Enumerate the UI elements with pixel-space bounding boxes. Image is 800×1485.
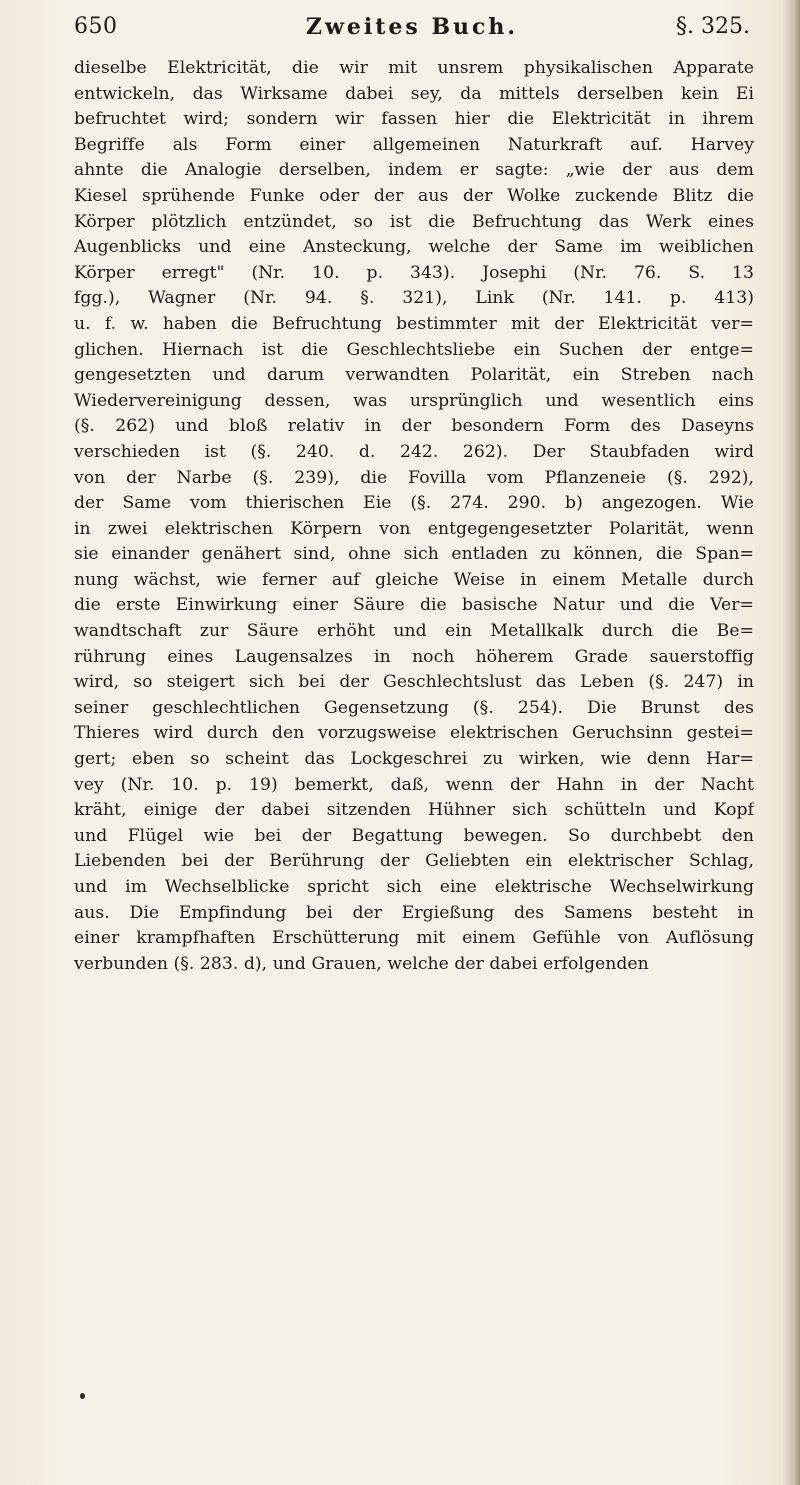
text-line: in zwei elektrischen Körpern von entgegengesetzter Polarität, wenn: [74, 518, 754, 539]
text-line: die erste Einwirkung einer Säure die basische Natur und die Ver=: [74, 595, 754, 616]
text-line: der Same vom thierischen Eie (§. 274. 290. b) angezogen. Wie: [74, 493, 754, 514]
page-edge-shadow: [782, 0, 800, 1485]
text-line: u. f. w. haben die Befruchtung bestimmter mit der Elektricität ver=: [74, 313, 754, 334]
text-line: nung wächst, wie ferner auf gleiche Weise in einem Metalle durch: [74, 569, 754, 590]
text-line: Kiesel sprühende Funke oder der aus der Wolke zuckende Blitz die: [74, 185, 754, 206]
text-line: aus. Die Empfindung bei der Ergießung des Samens besteht in: [74, 902, 754, 923]
text-line: gert; eben so scheint das Lockgeschrei zu wirken, wie denn Har=: [74, 749, 754, 770]
text-line: glichen. Hiernach ist die Geschlechtsliebe ein Suchen der entge=: [74, 339, 754, 360]
text-line: Liebenden bei der Berührung der Geliebten ein elektrischer Schlag,: [74, 851, 754, 872]
text-line: wandtschaft zur Säure erhöht und ein Metallkalk durch die Be=: [74, 621, 754, 642]
text-line: einer krampfhaften Erschütterung mit einem Gefühle von Auflösung: [74, 928, 754, 949]
text-line: Körper plötzlich entzündet, so ist die Befruchtung das Werk eines: [74, 211, 754, 232]
text-line: seiner geschlechtlichen Gegensetzung (§. 254). Die Brunst des: [74, 697, 754, 718]
text-line: befruchtet wird; sondern wir fassen hier die Elektricität in ihrem: [74, 109, 754, 130]
running-title: Zweites Buch.: [305, 14, 519, 40]
text-line: rührung eines Laugensalzes in noch höherem Grade sauerstoffig: [74, 646, 754, 667]
text-line: dieselbe Elektricität, die wir mit unsrem physikalischen Apparate: [74, 58, 754, 78]
text-line: entwickeln, das Wirksame dabei sey, da mittels derselben kein Ei: [74, 83, 754, 104]
text-line: kräht, einige der dabei sitzenden Hühner sich schütteln und Kopf: [74, 800, 754, 821]
page-number: 650: [74, 14, 118, 39]
text-line: sie einander genähert sind, ohne sich entladen zu können, die Span=: [74, 544, 754, 565]
text-line: ahnte die Analogie derselben, indem er sagte: „wie der aus dem: [74, 160, 754, 181]
text-line: fgg.), Wagner (Nr. 94. §. 321), Link (Nr. 141. p. 413): [74, 288, 754, 309]
text-line: verbunden (§. 283. d), und Grauen, welche der dabei erfolgenden: [74, 953, 649, 974]
text-line: und Flügel wie bei der Begattung bewegen. So durchbebt den: [74, 825, 754, 846]
text-line: (§. 262) und bloß relativ in der besondern Form des Daseyns: [74, 416, 754, 437]
text-line: von der Narbe (§. 239), die Fovilla vom Pflanzeneie (§. 292),: [74, 467, 754, 488]
text-line: und im Wechselblicke spricht sich eine elektrische Wechselwirkung: [74, 877, 754, 897]
text-line: wird, so steigert sich bei der Geschlechtslust das Leben (§. 247) in: [74, 672, 754, 693]
text-line: vey (Nr. 10. p. 19) bemerkt, daß, wenn der Hahn in der Nacht: [74, 774, 754, 795]
page-header: [74, 14, 750, 48]
text-line: Begriffe als Form einer allgemeinen Naturkraft auf. Harvey: [74, 134, 754, 155]
text-line: Körper erregt" (Nr. 10. p. 343). Josephi (Nr. 76. S. 13: [74, 262, 754, 283]
text-line: gengesetzten und darum verwandten Polarität, ein Streben nach: [74, 365, 754, 386]
text-line: Wiedervereinigung dessen, was ursprünglich und wesentlich eins: [74, 390, 754, 411]
text-line: Augenblicks und eine Ansteckung, welche der Same im weiblichen: [74, 237, 754, 258]
section-number: §. 325.: [676, 14, 750, 39]
text-line: Thieres wird durch den vorzugsweise elektrischen Geruchsinn gestei=: [74, 723, 754, 744]
body-text: [74, 56, 754, 977]
ink-dot: [80, 1393, 85, 1399]
text-line: verschieden ist (§. 240. d. 242. 262). Der Staubfaden wird: [74, 441, 754, 462]
